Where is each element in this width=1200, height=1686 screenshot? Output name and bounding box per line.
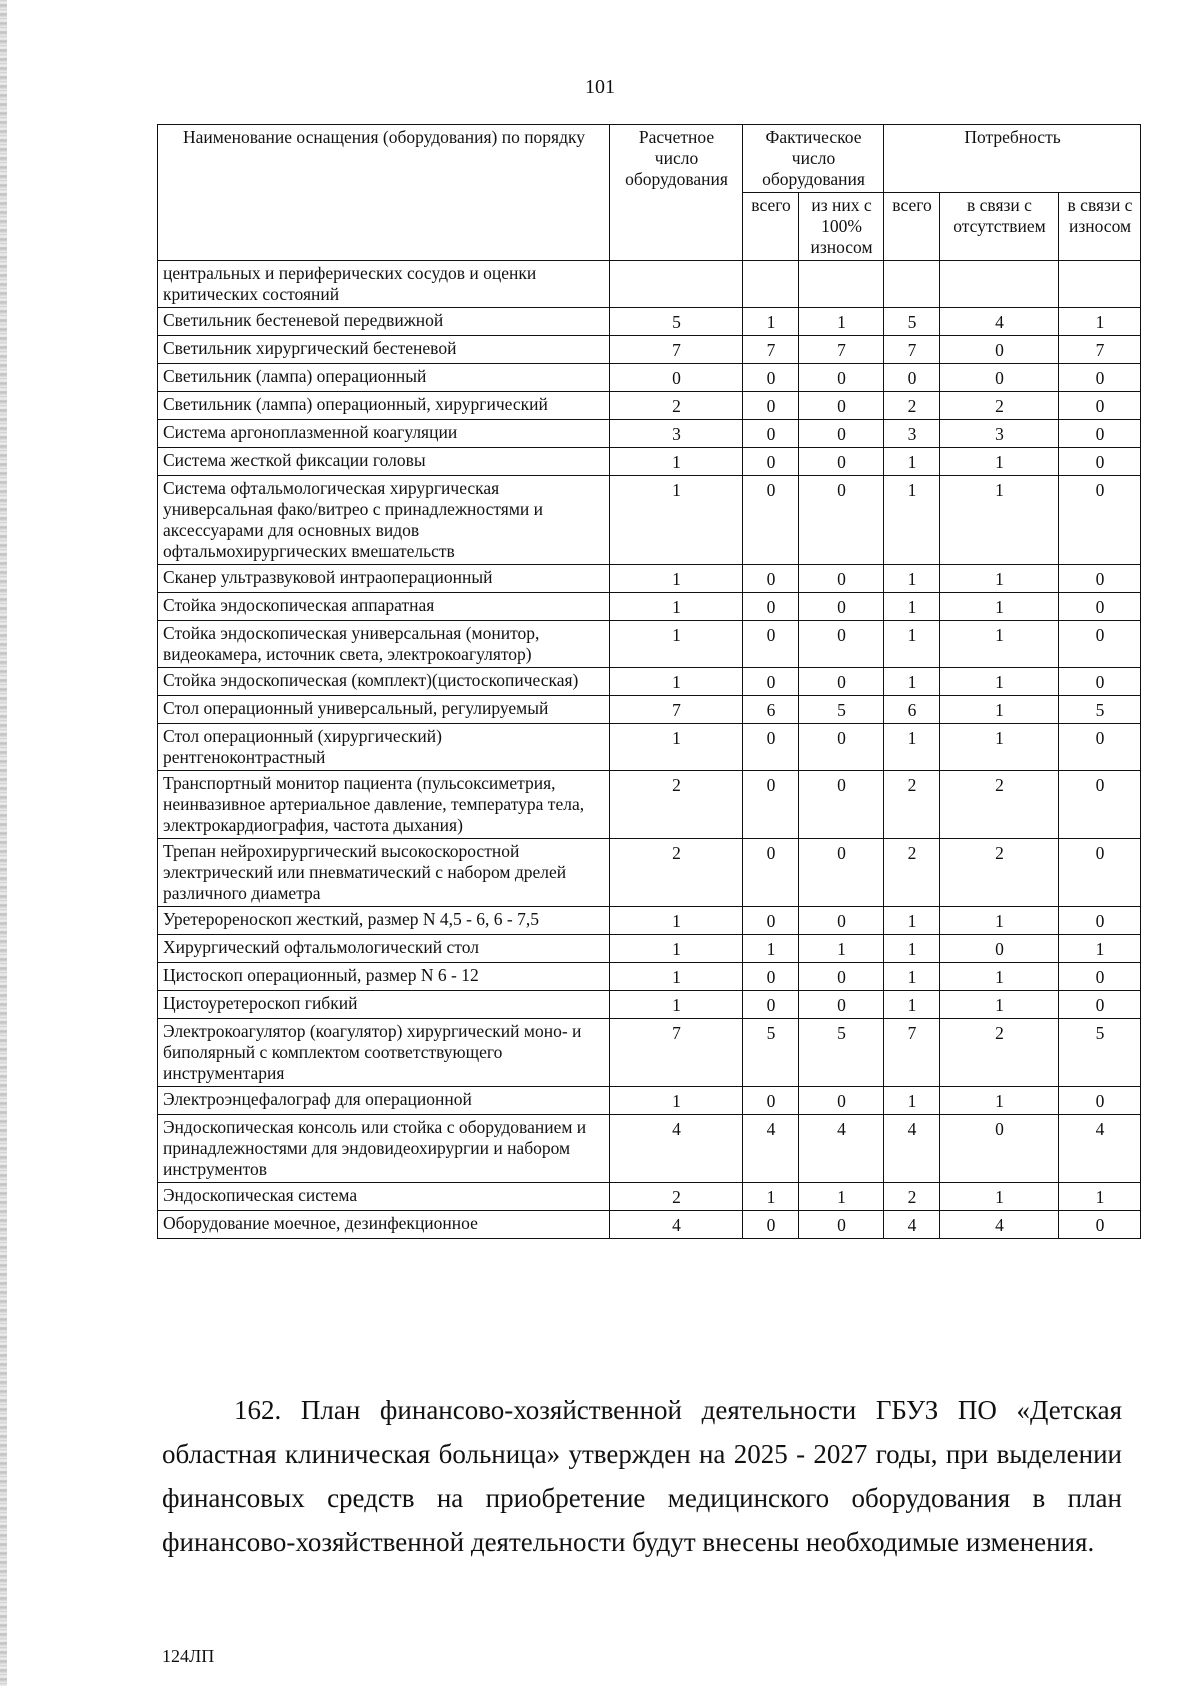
- equipment-name-cell: Светильник хирургический бестеневой: [158, 336, 610, 364]
- actual-total-cell: [743, 261, 799, 308]
- header-actual-total: всего: [743, 193, 799, 261]
- need-absence-cell: 4: [940, 308, 1059, 336]
- need-total-cell: 6: [884, 696, 940, 724]
- actual-worn-cell: 0: [799, 1087, 884, 1115]
- actual-worn-cell: 0: [799, 476, 884, 565]
- actual-worn-cell: 5: [799, 1019, 884, 1087]
- calculated-count-cell: 1: [610, 991, 743, 1019]
- equipment-name-cell: Электрокоагулятор (коагулятор) хирургический моно- и биполярный с комплектом соответствующего инструментария: [158, 1019, 610, 1087]
- need-wear-cell: [1059, 261, 1141, 308]
- need-wear-cell: 0: [1059, 621, 1141, 668]
- actual-worn-cell: 0: [799, 963, 884, 991]
- table-row: [158, 621, 1141, 668]
- equipment-name-cell: Стол операционный универсальный, регулируемый: [158, 696, 610, 724]
- actual-worn-cell: 0: [799, 621, 884, 668]
- need-total-cell: 1: [884, 1087, 940, 1115]
- calculated-count-cell: 3: [610, 420, 743, 448]
- actual-worn-cell: 1: [799, 308, 884, 336]
- calculated-count-cell: 4: [610, 1115, 743, 1183]
- table-row: [158, 1183, 1141, 1211]
- actual-worn-cell: 0: [799, 448, 884, 476]
- table-row: [158, 1115, 1141, 1183]
- equipment-name-cell: Система жесткой фиксации головы: [158, 448, 610, 476]
- calculated-count-cell: 1: [610, 935, 743, 963]
- table-body: [158, 261, 1141, 1239]
- actual-worn-cell: 1: [799, 1183, 884, 1211]
- actual-total-cell: 0: [743, 907, 799, 935]
- need-total-cell: 1: [884, 907, 940, 935]
- header-need-wear: в связи с износом: [1059, 193, 1141, 261]
- need-wear-cell: 0: [1059, 907, 1141, 935]
- table-row: [158, 771, 1141, 839]
- need-total-cell: 1: [884, 668, 940, 696]
- calculated-count-cell: 1: [610, 668, 743, 696]
- actual-total-cell: 1: [743, 308, 799, 336]
- need-total-cell: 1: [884, 565, 940, 593]
- equipment-name-cell: Хирургический офтальмологический стол: [158, 935, 610, 963]
- calculated-count-cell: 7: [610, 1019, 743, 1087]
- calculated-count-cell: 1: [610, 621, 743, 668]
- actual-worn-cell: 0: [799, 991, 884, 1019]
- need-absence-cell: 1: [940, 476, 1059, 565]
- table-row: [158, 963, 1141, 991]
- equipment-name-cell: Оборудование моечное, дезинфекционное: [158, 1211, 610, 1239]
- need-absence-cell: 1: [940, 1183, 1059, 1211]
- paragraph-text: 162. План финансово-хозяйственной деятельности ГБУЗ ПО «Детская областная клиническая больница» утвержден на 2025 - 2027 годы, при выделении финансовых средств на приобретение медицинского оборудования в план финансово-хозяйственной деятельности будут внесены необходимые изменения.: [162, 1395, 1122, 1557]
- actual-worn-cell: 0: [799, 364, 884, 392]
- actual-total-cell: 0: [743, 963, 799, 991]
- actual-total-cell: 0: [743, 724, 799, 771]
- actual-total-cell: 0: [743, 621, 799, 668]
- equipment-name-cell: центральных и периферических сосудов и оценки критических состояний: [158, 261, 610, 308]
- need-absence-cell: 4: [940, 1211, 1059, 1239]
- actual-total-cell: 0: [743, 448, 799, 476]
- header-actual-count: Фактическое число оборудования: [743, 125, 884, 193]
- equipment-name-cell: Система офтальмологическая хирургическая универсальная фако/витрео с принадлежностями и аксессуарами для основных видов офтальмохирургических вмешательств: [158, 476, 610, 565]
- actual-total-cell: 0: [743, 392, 799, 420]
- equipment-name-cell: Электроэнцефалограф для операционной: [158, 1087, 610, 1115]
- need-total-cell: 7: [884, 336, 940, 364]
- need-absence-cell: 0: [940, 336, 1059, 364]
- calculated-count-cell: 1: [610, 476, 743, 565]
- actual-worn-cell: 0: [799, 907, 884, 935]
- need-total-cell: 2: [884, 839, 940, 907]
- actual-worn-cell: 0: [799, 724, 884, 771]
- calculated-count-cell: 5: [610, 308, 743, 336]
- need-total-cell: 1: [884, 448, 940, 476]
- need-wear-cell: 0: [1059, 771, 1141, 839]
- calculated-count-cell: 7: [610, 336, 743, 364]
- need-wear-cell: 1: [1059, 1183, 1141, 1211]
- need-absence-cell: 0: [940, 935, 1059, 963]
- calculated-count-cell: 1: [610, 1087, 743, 1115]
- calculated-count-cell: 1: [610, 448, 743, 476]
- need-absence-cell: 2: [940, 839, 1059, 907]
- equipment-name-cell: Уретерореноскоп жесткий, размер N 4,5 - 6, 6 - 7,5: [158, 907, 610, 935]
- need-absence-cell: 2: [940, 1019, 1059, 1087]
- table-row: [158, 696, 1141, 724]
- need-absence-cell: 1: [940, 1087, 1059, 1115]
- actual-worn-cell: 0: [799, 839, 884, 907]
- actual-total-cell: 0: [743, 364, 799, 392]
- need-wear-cell: 0: [1059, 724, 1141, 771]
- need-total-cell: 7: [884, 1019, 940, 1087]
- actual-total-cell: 0: [743, 771, 799, 839]
- actual-total-cell: 0: [743, 593, 799, 621]
- table-row: [158, 565, 1141, 593]
- need-absence-cell: 1: [940, 907, 1059, 935]
- actual-worn-cell: 0: [799, 420, 884, 448]
- equipment-name-cell: Стойка эндоскопическая (комплект)(цистоскопическая): [158, 668, 610, 696]
- need-total-cell: 1: [884, 935, 940, 963]
- need-wear-cell: 0: [1059, 448, 1141, 476]
- need-total-cell: 1: [884, 476, 940, 565]
- calculated-count-cell: 1: [610, 593, 743, 621]
- need-total-cell: 1: [884, 991, 940, 1019]
- need-wear-cell: 5: [1059, 1019, 1141, 1087]
- equipment-name-cell: Система аргоноплазменной коагуляции: [158, 420, 610, 448]
- actual-total-cell: 4: [743, 1115, 799, 1183]
- actual-worn-cell: 0: [799, 668, 884, 696]
- document-code: 124ЛП: [162, 1646, 215, 1666]
- need-total-cell: 2: [884, 392, 940, 420]
- calculated-count-cell: 2: [610, 392, 743, 420]
- actual-total-cell: 6: [743, 696, 799, 724]
- table-row: [158, 907, 1141, 935]
- need-wear-cell: 0: [1059, 1211, 1141, 1239]
- table-row: [158, 1019, 1141, 1087]
- need-wear-cell: 5: [1059, 696, 1141, 724]
- actual-worn-cell: 7: [799, 336, 884, 364]
- equipment-name-cell: Сканер ультразвуковой интраоперационный: [158, 565, 610, 593]
- calculated-count-cell: 7: [610, 696, 743, 724]
- need-total-cell: 1: [884, 724, 940, 771]
- header-calculated-count: Расчетное число оборудования: [610, 125, 743, 261]
- table-row: [158, 724, 1141, 771]
- equipment-name-cell: Цистоуретероскоп гибкий: [158, 991, 610, 1019]
- equipment-name-cell: Светильник бестеневой передвижной: [158, 308, 610, 336]
- need-total-cell: 1: [884, 621, 940, 668]
- calculated-count-cell: 1: [610, 963, 743, 991]
- actual-total-cell: 0: [743, 476, 799, 565]
- table-row: [158, 839, 1141, 907]
- need-absence-cell: 1: [940, 724, 1059, 771]
- calculated-count-cell: [610, 261, 743, 308]
- equipment-name-cell: Эндоскопическая система: [158, 1183, 610, 1211]
- need-wear-cell: 7: [1059, 336, 1141, 364]
- header-equipment-name: Наименование оснащения (оборудования) по порядку: [158, 125, 610, 261]
- table-row: [158, 448, 1141, 476]
- table-row: [158, 364, 1141, 392]
- table-row: [158, 1087, 1141, 1115]
- calculated-count-cell: 0: [610, 364, 743, 392]
- need-wear-cell: 0: [1059, 420, 1141, 448]
- need-total-cell: 2: [884, 771, 940, 839]
- need-total-cell: 3: [884, 420, 940, 448]
- need-wear-cell: 0: [1059, 364, 1141, 392]
- need-absence-cell: 2: [940, 771, 1059, 839]
- need-wear-cell: 0: [1059, 1087, 1141, 1115]
- need-wear-cell: 4: [1059, 1115, 1141, 1183]
- table-row: [158, 593, 1141, 621]
- equipment-table: [157, 124, 1141, 1239]
- equipment-name-cell: Транспортный монитор пациента (пульсоксиметрия, неинвазивное артериальное давление, температура тела, электрокардиография, частота дыхания): [158, 771, 610, 839]
- actual-worn-cell: 0: [799, 593, 884, 621]
- need-absence-cell: 1: [940, 593, 1059, 621]
- need-total-cell: 5: [884, 308, 940, 336]
- header-need-total: всего: [884, 193, 940, 261]
- calculated-count-cell: 1: [610, 907, 743, 935]
- table-row: [158, 336, 1141, 364]
- need-absence-cell: 3: [940, 420, 1059, 448]
- need-total-cell: [884, 261, 940, 308]
- need-wear-cell: 0: [1059, 991, 1141, 1019]
- calculated-count-cell: 2: [610, 1183, 743, 1211]
- actual-total-cell: 0: [743, 1087, 799, 1115]
- calculated-count-cell: 4: [610, 1211, 743, 1239]
- actual-total-cell: 1: [743, 1183, 799, 1211]
- actual-total-cell: 0: [743, 839, 799, 907]
- actual-worn-cell: 0: [799, 392, 884, 420]
- actual-worn-cell: 0: [799, 565, 884, 593]
- need-absence-cell: 1: [940, 565, 1059, 593]
- actual-total-cell: 1: [743, 935, 799, 963]
- actual-worn-cell: [799, 261, 884, 308]
- scan-edge: [0, 0, 7, 1686]
- paragraph-162: [162, 1388, 1122, 1564]
- need-wear-cell: 1: [1059, 308, 1141, 336]
- need-absence-cell: 0: [940, 1115, 1059, 1183]
- header-actual-worn: из них с 100% износом: [799, 193, 884, 261]
- table-row: [158, 991, 1141, 1019]
- table-row: [158, 668, 1141, 696]
- table-row: [158, 935, 1141, 963]
- table-row: [158, 1211, 1141, 1239]
- actual-worn-cell: 0: [799, 1211, 884, 1239]
- equipment-name-cell: Стойка эндоскопическая универсальная (монитор, видеокамера, источник света, электрокоагулятор): [158, 621, 610, 668]
- equipment-name-cell: Цистоскоп операционный, размер N 6 - 12: [158, 963, 610, 991]
- actual-worn-cell: 4: [799, 1115, 884, 1183]
- page-number: 101: [585, 76, 615, 98]
- calculated-count-cell: 1: [610, 565, 743, 593]
- table-row: [158, 392, 1141, 420]
- calculated-count-cell: 1: [610, 724, 743, 771]
- equipment-name-cell: Эндоскопическая консоль или стойка с оборудованием и принадлежностями для эндовидеохирургии и набором инструментов: [158, 1115, 610, 1183]
- actual-worn-cell: 0: [799, 771, 884, 839]
- need-wear-cell: 0: [1059, 839, 1141, 907]
- header-need: Потребность: [884, 125, 1141, 193]
- actual-total-cell: 0: [743, 668, 799, 696]
- actual-worn-cell: 5: [799, 696, 884, 724]
- actual-total-cell: 0: [743, 1211, 799, 1239]
- calculated-count-cell: 2: [610, 839, 743, 907]
- table-row: [158, 420, 1141, 448]
- need-wear-cell: 0: [1059, 593, 1141, 621]
- actual-total-cell: 5: [743, 1019, 799, 1087]
- need-total-cell: 0: [884, 364, 940, 392]
- need-total-cell: 1: [884, 593, 940, 621]
- table-row: [158, 261, 1141, 308]
- need-wear-cell: 0: [1059, 668, 1141, 696]
- need-absence-cell: [940, 261, 1059, 308]
- need-wear-cell: 0: [1059, 963, 1141, 991]
- table-row: [158, 308, 1141, 336]
- actual-worn-cell: 1: [799, 935, 884, 963]
- equipment-name-cell: Светильник (лампа) операционный, хирургический: [158, 392, 610, 420]
- need-absence-cell: 2: [940, 392, 1059, 420]
- need-absence-cell: 0: [940, 364, 1059, 392]
- need-wear-cell: 0: [1059, 565, 1141, 593]
- need-total-cell: 2: [884, 1183, 940, 1211]
- need-absence-cell: 1: [940, 991, 1059, 1019]
- need-absence-cell: 1: [940, 621, 1059, 668]
- actual-total-cell: 0: [743, 420, 799, 448]
- equipment-name-cell: Трепан нейрохирургический высокоскоростной электрический или пневматический с набором дрелей различного диаметра: [158, 839, 610, 907]
- header-need-absence: в связи с отсутствием: [940, 193, 1059, 261]
- need-total-cell: 4: [884, 1211, 940, 1239]
- need-total-cell: 4: [884, 1115, 940, 1183]
- need-wear-cell: 1: [1059, 935, 1141, 963]
- actual-total-cell: 0: [743, 991, 799, 1019]
- need-absence-cell: 1: [940, 448, 1059, 476]
- equipment-name-cell: Стол операционный (хирургический) рентгеноконтрастный: [158, 724, 610, 771]
- need-wear-cell: 0: [1059, 392, 1141, 420]
- actual-total-cell: 0: [743, 565, 799, 593]
- actual-total-cell: 7: [743, 336, 799, 364]
- need-wear-cell: 0: [1059, 476, 1141, 565]
- need-absence-cell: 1: [940, 668, 1059, 696]
- need-total-cell: 1: [884, 963, 940, 991]
- need-absence-cell: 1: [940, 696, 1059, 724]
- need-absence-cell: 1: [940, 963, 1059, 991]
- table-row: [158, 476, 1141, 565]
- equipment-name-cell: Светильник (лампа) операционный: [158, 364, 610, 392]
- calculated-count-cell: 2: [610, 771, 743, 839]
- equipment-name-cell: Стойка эндоскопическая аппаратная: [158, 593, 610, 621]
